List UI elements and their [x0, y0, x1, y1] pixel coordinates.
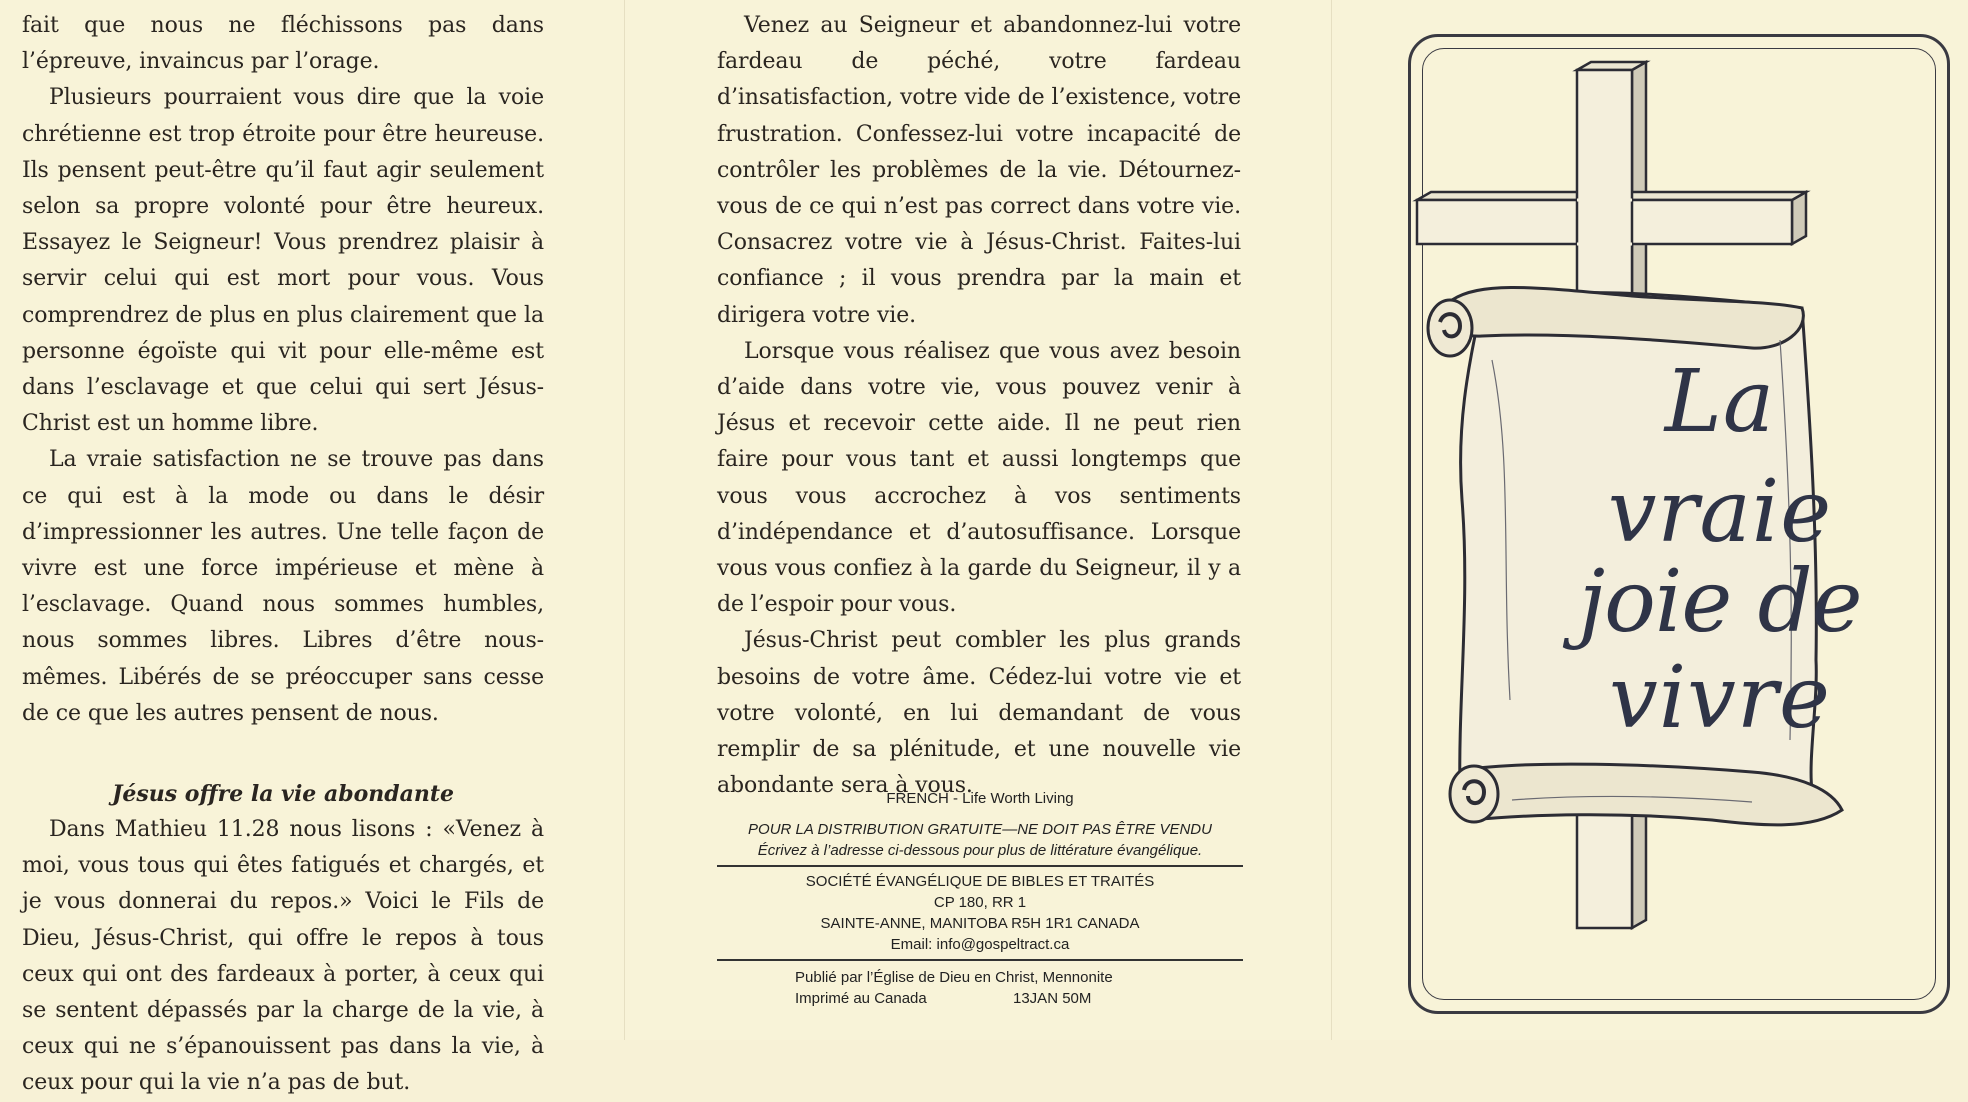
org-name: SOCIÉTÉ ÉVANGÉLIQUE DE BIBLES ET TRAITÉS: [805, 873, 1155, 890]
cover-title-line-2: vraie: [1607, 462, 1833, 562]
publisher-footer: [717, 788, 1243, 1009]
cover-title-line-4: vivre: [1609, 648, 1831, 748]
footer-rule-bottom: [717, 959, 1243, 961]
left-paragraph-4: Dans Mathieu 11.28 nous lisons : «Venez à moi, vous tous qui êtes fatigués et chargés, et je vous donnerai du repos.» Voici le Fils de Dieu, Jésus-Christ, qui offre le repos à tous ceux qui ont des fardeaux à porter, à ceux qui se sentent dépassés par la charge de la vie, à ceux qui ne s’épanouissent pas dans la vie, à ceux pour qui la vie n’a pas de but.: [22, 817, 544, 1096]
cover-title-line-3: joie de: [1578, 552, 1862, 652]
left-paragraph-3: La vraie satisfaction ne se trouve pas dans ce qui est à la mode ou dans le désir d’impressionner les autres. Une telle façon de vivre est une force impérieuse et mène à l’esclavage. Quand nous sommes humbles, nous sommes libres. Libres d’être nous-mêmes. Libérés de se préoccuper sans cesse de ce que les autres pensent de nous.: [22, 447, 544, 726]
middle-paragraph-3: Jésus-Christ peut combler les plus grands besoins de votre âme. Cédez-lui votre vie et votre volonté, en lui demandant de vous remplir de sa plénitude, et une nouvelle vie abondante sera à vous.: [717, 628, 1241, 799]
email-line: Email: info@gospeltract.ca: [890, 936, 1070, 953]
print-info: [717, 988, 1243, 1009]
middle-paragraph-2: Lorsque vous réalisez que vous avez besoin d’aide dans votre vie, vous pouvez venir à Jésus et recevoir cette aide. Il ne peut rien faire pour vous tant et aussi longtemps que vous vous accrochez à vos sentiments d’indépendance et d’autosuffisance. Lorsque vous vous confiez à la garde du Seigneur, il y a de l’espoir pour vous.: [717, 338, 1241, 618]
address-line-1: CP 180, RR 1: [933, 894, 1027, 911]
left-panel: [0, 0, 624, 1096]
distribution-line: POUR LA DISTRIBUTION GRATUITE—NE DOIT PAS ÊTRE VENDU: [748, 821, 1212, 838]
language-line: FRENCH - Life Worth Living: [886, 790, 1074, 807]
write-line: Écrivez à l’adresse ci-dessous pour plus de littérature évangélique.: [757, 842, 1203, 859]
address-line-2: SAINTE-ANNE, MANITOBA R5H 1R1 CANADA: [820, 915, 1140, 932]
section-heading: Jésus offre la vie abondante: [111, 781, 455, 808]
footer-rule-top: [717, 865, 1243, 867]
middle-panel: [624, 0, 1332, 1040]
cover-title-line-1: La: [1664, 352, 1776, 452]
left-paragraph-2: Plusieurs pourraient vous dire que la voie chrétienne est trop étroite pour être heureuse. Ils pensent peut-être qu’il faut agir seulement selon sa propre volonté pour être heureux. Essayez le Seigneur! Vous prendrez plaisir à servir celui qui est mort pour vous. Vous comprendrez de plus en plus clairement que la personne égoïste qui vit pour elle-même est dans l’esclavage et que celui qui sert Jésus-Christ est un homme libre.: [22, 85, 544, 437]
middle-paragraph-1: Venez au Seigneur et abandonnez-lui votre fardeau de péché, votre fardeau d’insatisfaction, votre vide de l’existence, votre frustration. Confessez-lui votre incapacité de contrôler les problèmes de la vie. Détournez-vous de ce qui n’est pas correct dans votre vie. Consacrez votre vie à Jésus-Christ. Faites-lui confiance ; il vous prendra par la main et dirigera votre vie.: [717, 13, 1241, 328]
printed-in: Imprimé au Canada: [795, 990, 927, 1007]
print-code: 13JAN 50M: [1013, 990, 1092, 1007]
left-paragraph-1: fait que nous ne fléchissons pas dans l’épreuve, invaincus par l’orage.: [22, 13, 544, 75]
published-by: Publié par l’Église de Dieu en Christ, Mennonite: [795, 969, 1113, 986]
